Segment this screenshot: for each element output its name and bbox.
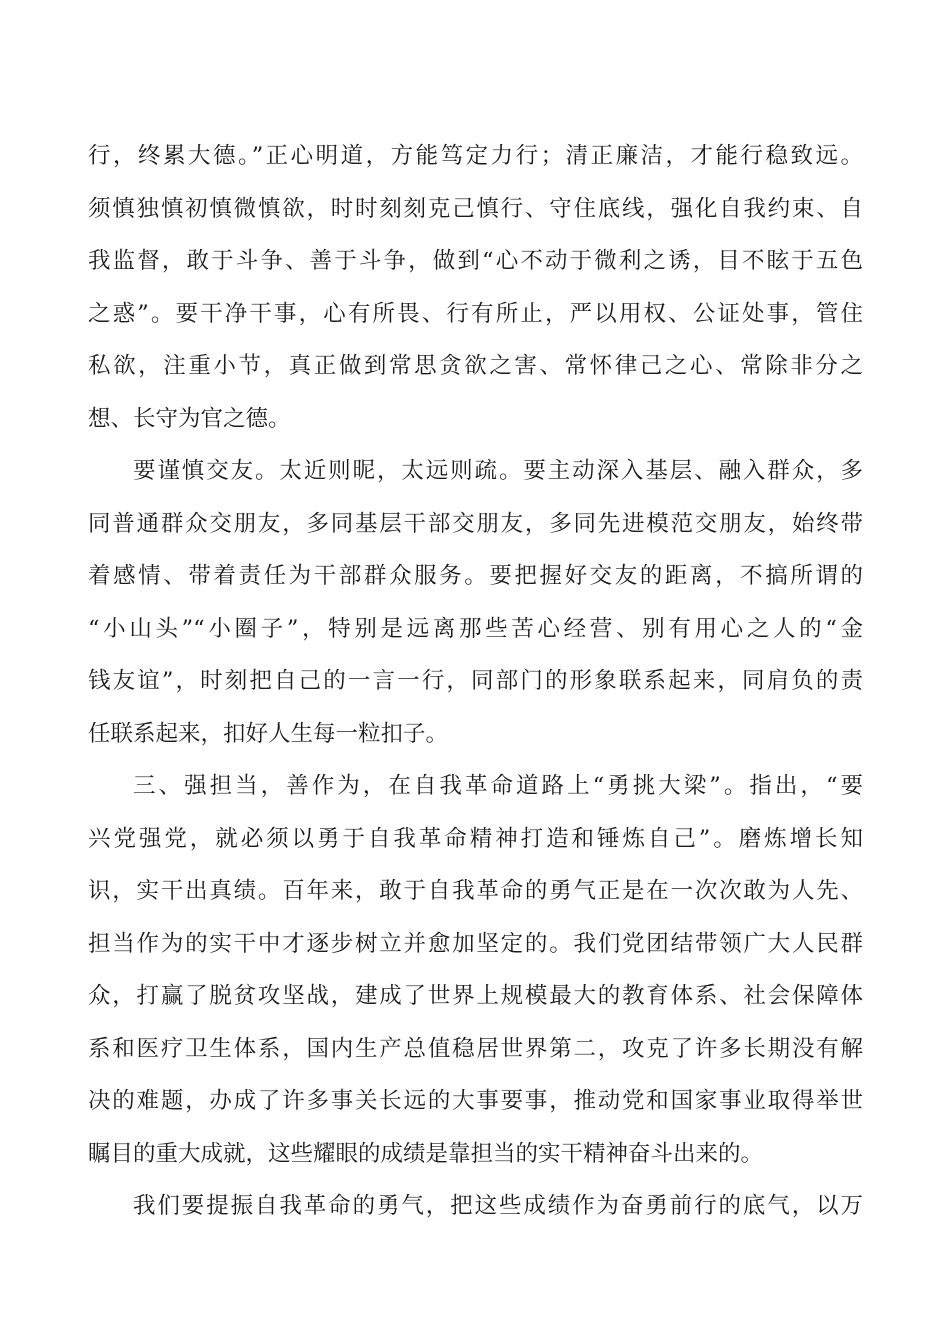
text-line: 担当作为的实干中才逐步树立并愈加坚定的。我们党团结带领广大人民群 [88, 930, 863, 957]
text-line: “小山头”“小圈子”，特别是远离那些苦心经营、别有用心之人的“金 [88, 615, 863, 642]
paragraph-4 [88, 1180, 863, 1233]
text-line: 私欲，注重小节，真正做到常思贪欲之害、常怀律己之心、常除非分之 [88, 353, 863, 379]
text-line: 我监督，敢于斗争、善于斗争，做到“心不动于微利之诱，目不眩于五色 [88, 248, 863, 274]
text-line: 三、强担当，善作为，在自我革命道路上“勇挑大梁”。指出，“要 [133, 773, 863, 799]
text-line: 要谨慎交友。太近则昵，太远则疏。要主动深入基层、融入群众，多 [133, 458, 863, 484]
document-body [88, 130, 863, 1233]
text-line: 之惑”。要干净干事，心有所畏、行有所止，严以用权、公证处事，管住 [88, 300, 863, 327]
text-line: 须慎独慎初慎微慎欲，时时刻刻克己慎行、守住底线，强化自我约束、自 [88, 195, 863, 222]
paragraph-2 [88, 445, 863, 760]
text-line: 任联系起来，扣好人生每一粒扣子。 [88, 720, 449, 747]
text-line: 系和医疗卫生体系，国内生产总值稳居世界第二，攻克了许多长期没有解 [88, 1035, 863, 1062]
text-line: 同普通群众交朋友，多同基层干部交朋友，多同先进模范交朋友，始终带 [88, 510, 863, 537]
text-line: 决的难题，办成了许多事关长远的大事要事，推动党和国家事业取得举世 [88, 1088, 863, 1114]
text-line: 众，打赢了脱贫攻坚战，建成了世界上规模最大的教育体系、社会保障体 [88, 983, 863, 1009]
paragraph-1 [88, 130, 863, 445]
text-line: 想、长守为官之德。 [88, 405, 291, 432]
text-line: 钱友谊”，时刻把自己的一言一行，同部门的形象联系起来，同肩负的责 [88, 668, 863, 694]
text-line: 识，实干出真绩。百年来，敢于自我革命的勇气正是在一次次敢为人先、 [88, 878, 863, 904]
text-line: 我们要提振自我革命的勇气，把这些成绩作为奋勇前行的底气，以万 [133, 1193, 863, 1219]
text-line: 着感情、带着责任为干部群众服务。要把握好交友的距离，不搞所谓的 [88, 563, 863, 589]
text-line: 兴党强党，就必须以勇于自我革命精神打造和锤炼自己”。磨炼增长知 [88, 825, 863, 852]
text-line: 行，终累大德。”正心明道，方能笃定力行；清正廉洁，才能行稳致远。 [88, 143, 863, 169]
paragraph-3 [88, 760, 863, 1180]
text-line: 瞩目的重大成就，这些耀眼的成绩是靠担当的实干精神奋斗出来的。 [88, 1140, 764, 1167]
